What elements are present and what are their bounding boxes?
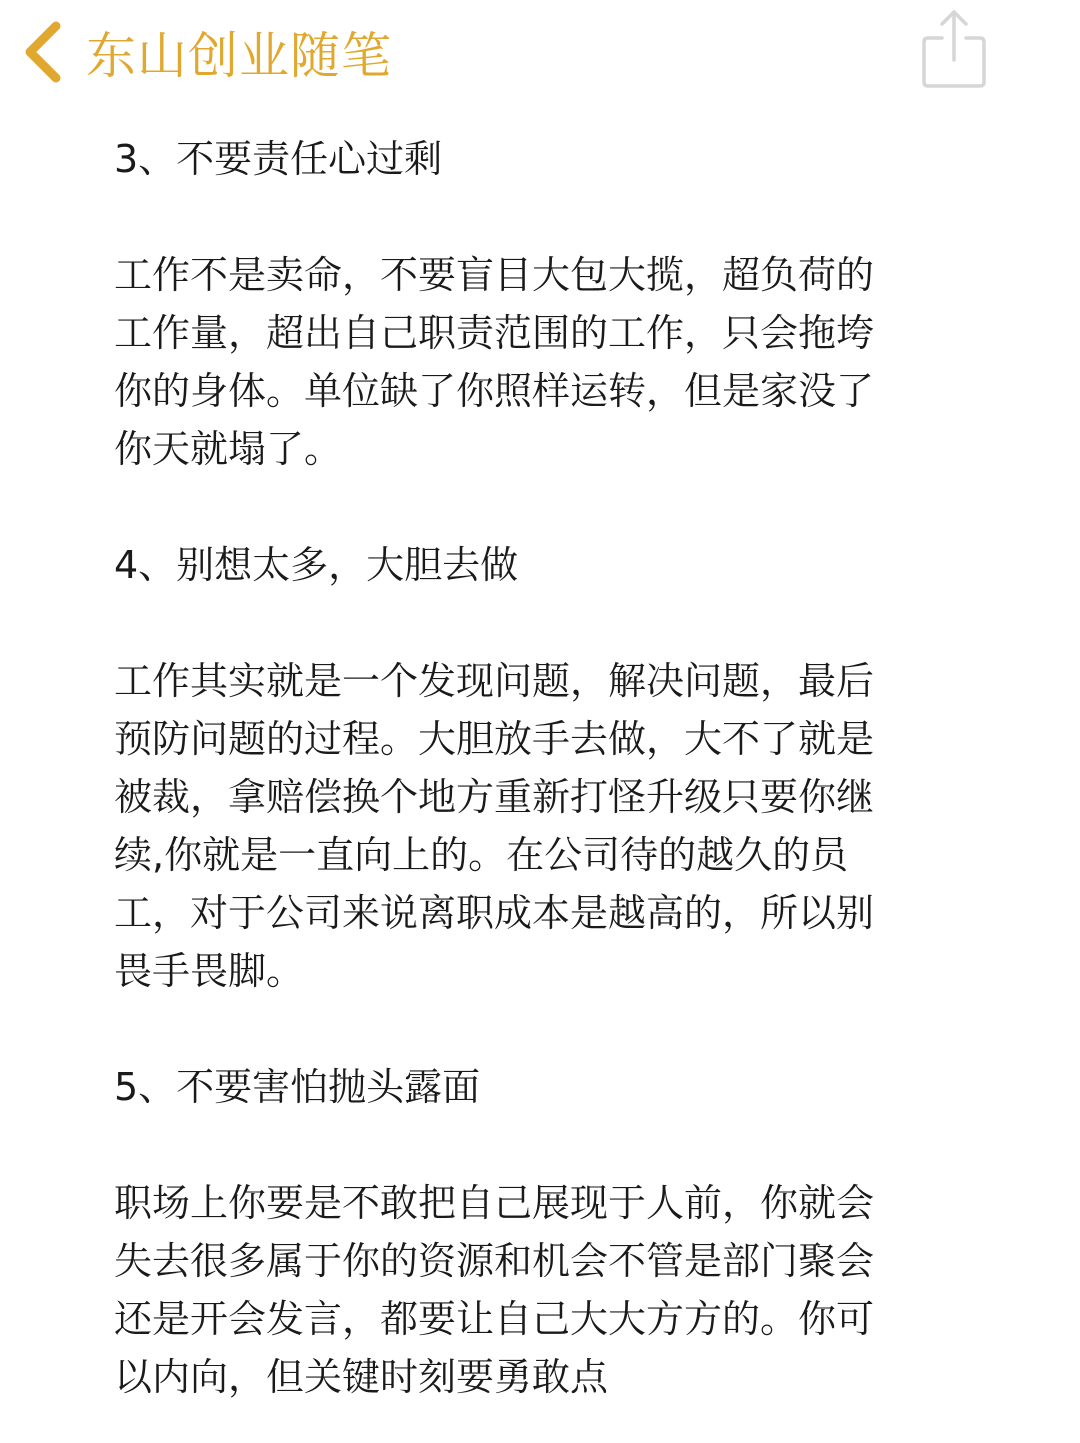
back-button[interactable] xyxy=(20,10,392,94)
paragraph-line: 工作其实就是一个发现问题，解决问题，最后 xyxy=(114,659,875,703)
section-3 xyxy=(114,130,964,536)
section-heading: 5、不要害怕抛头露面 xyxy=(114,1065,481,1109)
paragraph-line: 畏手畏脚。 xyxy=(114,949,305,993)
paragraph-line: 工，对于公司来说离职成本是越高的，所以别 xyxy=(114,891,875,935)
share-button[interactable] xyxy=(918,8,990,92)
nav-bar xyxy=(0,0,1080,110)
chevron-left-icon xyxy=(20,20,64,84)
paragraph-line: 工作不是卖命，不要盲目大包大揽，超负荷的 xyxy=(114,253,875,297)
section-5 xyxy=(114,1058,964,1406)
section-paragraph xyxy=(114,1174,964,1406)
paragraph-line: 被裁，拿赔偿换个地方重新打怪升级只要你继 xyxy=(114,775,875,819)
note-body[interactable] xyxy=(114,130,964,1406)
paragraph-line: 职场上你要是不敢把自己展现于人前，你就会 xyxy=(114,1181,875,1225)
section-heading: 4、别想太多，大胆去做 xyxy=(114,543,519,587)
share-icon xyxy=(918,77,990,96)
paragraph-line: 以内向，但关键时刻要勇敢点 xyxy=(114,1355,609,1399)
paragraph-line: 你天就塌了。 xyxy=(114,427,343,471)
paragraph-line: 续,你就是一直向上的。在公司待的越久的员 xyxy=(114,833,849,877)
paragraph-line: 还是开会发言，都要让自己大大方方的。你可 xyxy=(114,1297,875,1341)
paragraph-line: 失去很多属于你的资源和机会不管是部门聚会 xyxy=(114,1239,875,1283)
section-paragraph xyxy=(114,652,964,1000)
paragraph-line: 你的身体。单位缺了你照样运转，但是家没了 xyxy=(114,369,875,413)
paragraph-line: 预防问题的过程。大胆放手去做，大不了就是 xyxy=(114,717,875,761)
section-4 xyxy=(114,536,964,1058)
paragraph-line: 工作量，超出自己职责范围的工作，只会拖垮 xyxy=(114,311,875,355)
nav-title: 东山创业随笔 xyxy=(86,27,392,85)
section-heading: 3、不要责任心过剩 xyxy=(114,137,443,181)
section-paragraph xyxy=(114,246,964,478)
